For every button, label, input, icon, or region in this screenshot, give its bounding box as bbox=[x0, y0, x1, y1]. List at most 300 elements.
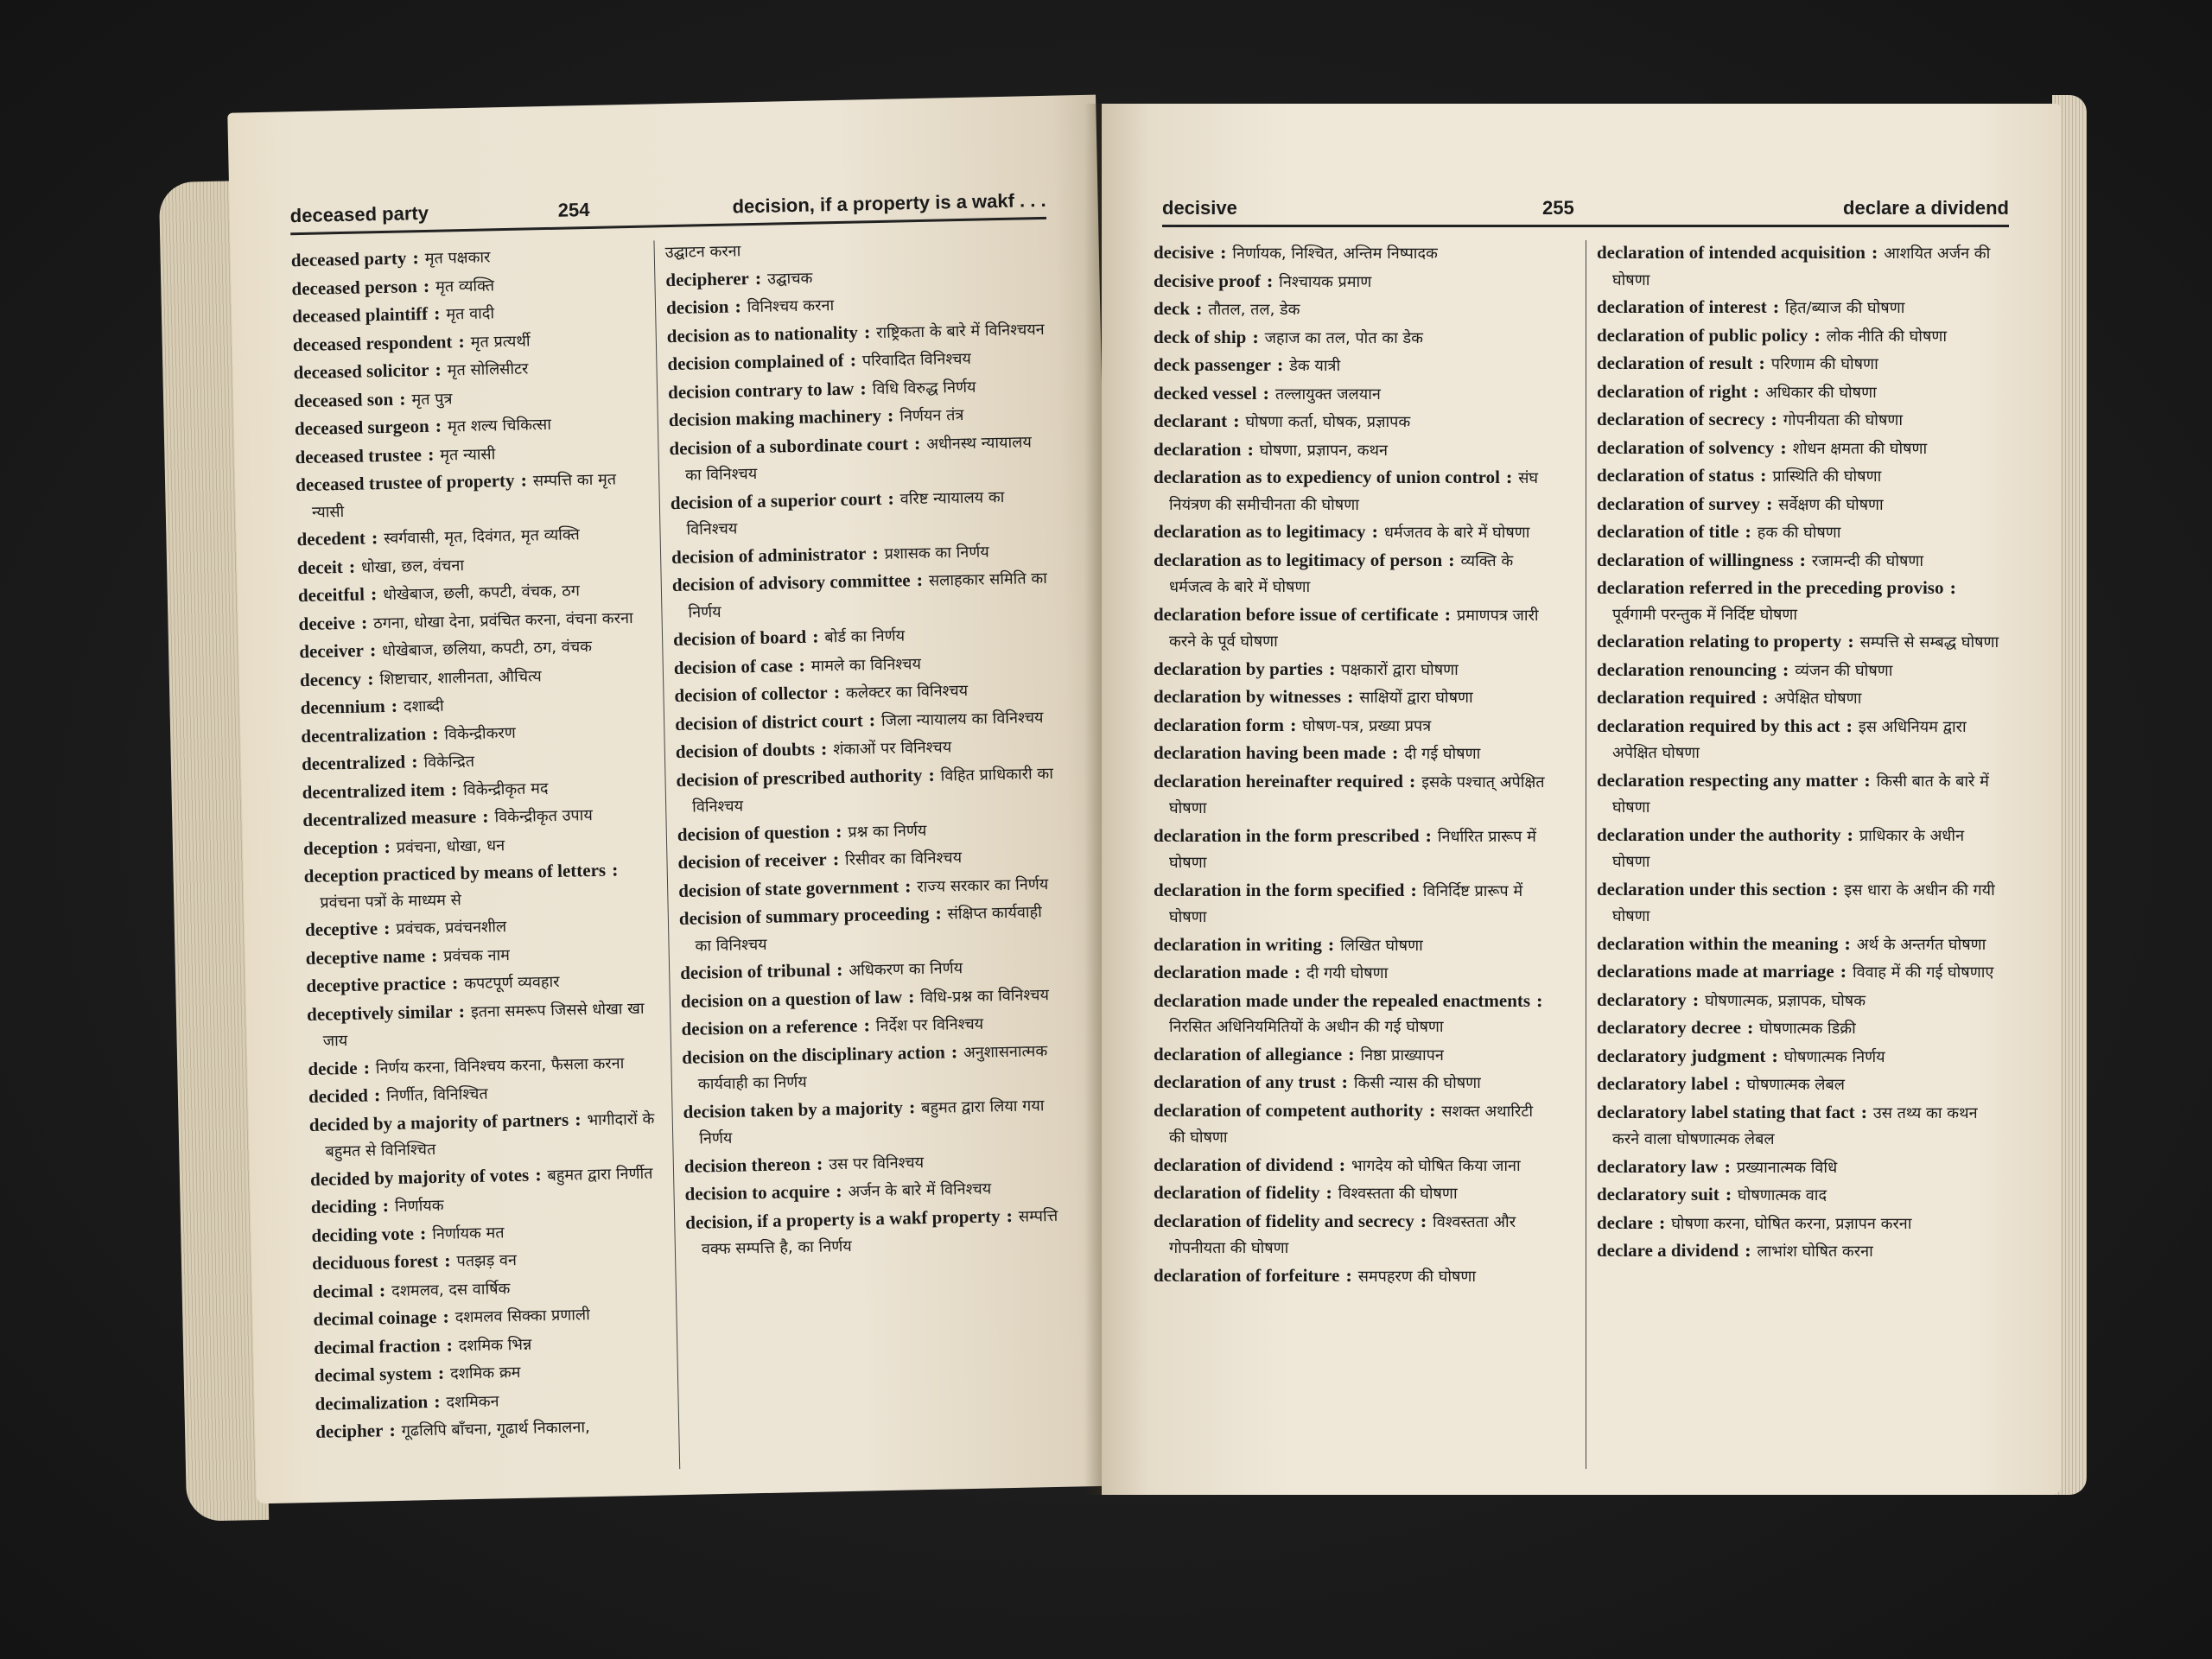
dictionary-entry bbox=[1597, 1100, 2003, 1153]
left-page-header bbox=[289, 174, 1046, 235]
dictionary-entry bbox=[1154, 437, 1551, 464]
dictionary-entry bbox=[1597, 492, 2003, 518]
entry-term: declaration of intended acquisition bbox=[1597, 242, 1866, 263]
entry-term: decision of administrator bbox=[671, 542, 867, 568]
entry-gloss: किसी न्यास की घोषणा bbox=[1353, 1074, 1481, 1092]
entry-separator: : bbox=[342, 556, 362, 577]
dictionary-entry bbox=[307, 995, 653, 1054]
entry-term: declaration required by this act bbox=[1597, 715, 1840, 736]
dictionary-entry bbox=[1154, 465, 1551, 518]
entry-gloss: बोर्ड का निर्णय bbox=[824, 626, 906, 647]
entry-separator: : bbox=[1287, 962, 1307, 982]
entry-separator: : bbox=[1213, 242, 1233, 263]
entry-term: deceptive practice bbox=[306, 972, 447, 997]
entry-separator: : bbox=[475, 805, 495, 827]
entry-separator: : bbox=[528, 1163, 548, 1185]
entry-term: deceiver bbox=[299, 639, 365, 663]
entry-gloss: किसी बात के बारे में घोषणा bbox=[1612, 772, 1989, 817]
entry-gloss: जिला न्यायालय का विनिश्चय bbox=[880, 708, 1044, 730]
dictionary-entry bbox=[1597, 658, 2003, 684]
entry-gloss: उद्घाचक bbox=[766, 269, 813, 289]
entry-term: decided by majority of votes bbox=[309, 1164, 530, 1190]
dictionary-entry bbox=[1597, 931, 2003, 958]
entry-gloss: घोषणात्मक लेबल bbox=[1746, 1076, 1845, 1094]
entry-separator: : bbox=[1738, 1240, 1758, 1261]
entry-separator: : bbox=[1738, 521, 1758, 542]
continued-gloss: उद्घाटन करना bbox=[664, 242, 741, 263]
entry-term: deceased respondent bbox=[292, 330, 453, 355]
entry-separator: : bbox=[1414, 1210, 1433, 1231]
dictionary-entry bbox=[1154, 1180, 1551, 1207]
entry-gloss: गूढलिपि बाँचना, गूढार्थ निकालना, bbox=[401, 1418, 590, 1440]
entry-gloss: पूर्वगामी परन्तुक में निर्दिष्ट घोषणा bbox=[1612, 605, 1798, 624]
entry-gloss: निश्चायक प्रमाण bbox=[1279, 272, 1372, 291]
dictionary-entry bbox=[669, 428, 1050, 488]
entry-gloss: ठगना, धोखा देना, प्रवंचित करना, वंचना करना bbox=[373, 608, 633, 632]
dictionary-entry bbox=[1597, 988, 2003, 1014]
entry-term: decentralized bbox=[301, 751, 406, 775]
entry-separator: : bbox=[1756, 687, 1775, 708]
dictionary-entry bbox=[1597, 463, 2003, 490]
entry-term: deceased surgeon bbox=[294, 415, 429, 440]
entry-separator: : bbox=[830, 958, 849, 981]
entry-separator: : bbox=[1256, 382, 1275, 404]
entry-term: decentralized item bbox=[302, 779, 445, 803]
entry-term: declaration of public policy bbox=[1597, 324, 1808, 346]
entry-separator: : bbox=[1808, 324, 1827, 346]
entry-gloss: निर्णय करना, विनिश्चय करना, फैसला करना bbox=[375, 1053, 625, 1077]
entry-gloss: घोषणा करना, घोषित करना, प्रज्ञापन करना bbox=[1671, 1214, 1912, 1233]
dictionary-entry bbox=[1597, 1044, 2003, 1071]
entry-term: deceased solicitor bbox=[293, 359, 429, 384]
entry-gloss: सम्पत्ति का मृत न्यासी bbox=[311, 470, 617, 522]
entry-term: declaration in the form prescribed bbox=[1154, 824, 1420, 846]
entry-gloss: लिखित घोषणा bbox=[1340, 936, 1423, 955]
entry-gloss: प्रवंचक, प्रवंचनशील bbox=[396, 918, 507, 938]
entry-term: declaration of interest bbox=[1597, 296, 1767, 317]
entry-separator: : bbox=[1284, 714, 1303, 735]
entry-gloss: धोखेबाज, छलिया, कपटी, ठग, वंचक bbox=[382, 638, 593, 661]
entry-term: deceptive name bbox=[305, 944, 426, 969]
entry-term: decision bbox=[665, 296, 729, 319]
entry-separator: : bbox=[728, 296, 747, 317]
dictionary-entry bbox=[1154, 932, 1551, 959]
entry-separator: : bbox=[354, 611, 374, 633]
entry-gloss: निष्ठा प्राख्यापन bbox=[1360, 1046, 1444, 1065]
entry-gloss: विहित प्राधिकारी का विनिश्चय bbox=[691, 764, 1054, 817]
entry-gloss: मृत वादी bbox=[446, 304, 495, 324]
right-page-header bbox=[1162, 181, 2009, 227]
entry-term: deciding bbox=[310, 1195, 377, 1217]
entry-term: deceased person bbox=[291, 275, 417, 299]
dictionary-entry bbox=[1154, 269, 1551, 296]
entry-separator: : bbox=[843, 349, 863, 371]
dictionary-entry bbox=[1154, 769, 1551, 822]
dictionary-entry bbox=[1154, 325, 1551, 352]
entry-gloss: घोषणात्मक डिक्री bbox=[1759, 1020, 1856, 1038]
entry-term: declaration of title bbox=[1597, 521, 1739, 542]
entry-gloss: घोषणा कर्ता, घोषक, प्रज्ञापक bbox=[1245, 413, 1411, 431]
entry-separator: : bbox=[1834, 961, 1853, 982]
entry-separator: : bbox=[826, 848, 846, 870]
entry-gloss: अर्जन के बारे में विनिश्चय bbox=[848, 1179, 992, 1201]
entry-separator: : bbox=[1321, 933, 1341, 955]
entry-separator: : bbox=[1000, 1205, 1020, 1226]
entry-separator: : bbox=[1332, 1154, 1351, 1175]
entry-gloss: शंकाओं पर विनिश्चय bbox=[832, 738, 952, 760]
dictionary-entry bbox=[296, 466, 642, 525]
entry-gloss: विश्वस्तता और गोपनीयता की घोषणा bbox=[1169, 1212, 1516, 1257]
entry-separator: : bbox=[436, 1306, 455, 1327]
entry-separator: : bbox=[1752, 353, 1771, 373]
entry-term: declare a dividend bbox=[1597, 1240, 1739, 1261]
entry-gloss: मृत पक्षकार bbox=[424, 248, 491, 268]
dictionary-entry bbox=[1597, 1015, 2003, 1042]
entry-term: deceit bbox=[297, 556, 344, 578]
entry-separator: : bbox=[1746, 380, 1766, 402]
entry-term: declaration of survey bbox=[1597, 493, 1760, 514]
entry-gloss: घोषणा, प्रज्ञापन, कथन bbox=[1259, 441, 1389, 460]
entry-separator: : bbox=[1776, 658, 1796, 680]
entry-separator: : bbox=[1385, 742, 1405, 763]
entry-separator: : bbox=[452, 1000, 472, 1021]
entry-separator: : bbox=[372, 1279, 392, 1300]
entry-gloss: परिणाम की घोषणा bbox=[1770, 355, 1878, 373]
entry-gloss: अर्थ के अन्तर्गत घोषणा bbox=[1856, 935, 1986, 954]
entry-term: deceased party bbox=[290, 247, 407, 271]
entry-gloss: कलेक्टर का विनिश्चय bbox=[845, 681, 969, 702]
entry-gloss: दशमिक क्रम bbox=[449, 1363, 521, 1383]
entry-term: deciduous forest bbox=[311, 1249, 439, 1274]
entry-gloss: विनिर्दिष्ट प्रारूप में घोषणा bbox=[1169, 881, 1523, 926]
entry-term: declaration under this section bbox=[1597, 878, 1827, 899]
entry-separator: : bbox=[376, 1194, 396, 1217]
entry-gloss: संक्षिप्त कार्यवाही का विनिश्चय bbox=[695, 903, 1042, 956]
entry-term: decedent bbox=[296, 527, 366, 550]
dictionary-entry bbox=[1154, 240, 1551, 267]
entry-term: decision on a question of law bbox=[680, 986, 903, 1012]
entry-gloss: अधिकार की घोषणा bbox=[1765, 383, 1877, 402]
right-page-column-1 bbox=[1154, 240, 1551, 1469]
entry-separator: : bbox=[427, 302, 447, 324]
entry-gloss: इस धारा के अधीन की गयी घोषणा bbox=[1612, 880, 1995, 925]
entry-gloss: इस अधिनियम द्वारा अपेक्षित घोषणा bbox=[1612, 717, 1967, 762]
dictionary-entry bbox=[1597, 823, 2003, 875]
entry-gloss: राज्य सरकार का निर्णय bbox=[917, 874, 1049, 896]
entry-separator: : bbox=[1686, 988, 1706, 1010]
entry-gloss: प्रास्थिति की घोषणा bbox=[1772, 467, 1882, 486]
entry-term: declaration of right bbox=[1597, 380, 1747, 402]
entry-gloss: डेक यात्री bbox=[1289, 357, 1341, 375]
entry-term: deceased trustee of property bbox=[296, 469, 515, 496]
dictionary-entry bbox=[672, 565, 1053, 626]
entry-separator: : bbox=[360, 667, 380, 690]
entry-gloss: इतना समरूप जिससे धोखा खा जाय bbox=[322, 999, 645, 1051]
dictionary-entry bbox=[1597, 629, 2003, 656]
entry-term: declaration of dividend bbox=[1154, 1154, 1333, 1175]
entry-separator: : bbox=[1322, 658, 1342, 679]
entry-term: deck bbox=[1154, 298, 1190, 319]
entry-gloss: पतझड़ वन bbox=[456, 1250, 518, 1271]
entry-term: decentralized measure bbox=[302, 805, 477, 831]
entry-separator: : bbox=[1319, 1182, 1338, 1203]
dictionary-entry bbox=[1154, 823, 1551, 876]
entry-term: decimal bbox=[312, 1279, 374, 1302]
entry-gloss: प्रवंचना पत्रों के माध्यम से bbox=[320, 890, 462, 912]
entry-term: declaration of allegiance bbox=[1154, 1043, 1343, 1065]
entry-gloss: हक की घोषणा bbox=[1757, 524, 1841, 542]
entry-separator: : bbox=[1718, 1155, 1737, 1177]
entry-term: declaration of secrecy bbox=[1597, 409, 1765, 429]
entry-term: declaration of solvency bbox=[1597, 436, 1775, 458]
entry-term: decide bbox=[308, 1057, 358, 1079]
entry-gloss: दशमलव सिक्का प्रणाली bbox=[454, 1306, 591, 1327]
right-running-head: decisive bbox=[1162, 197, 1237, 219]
entry-term: decision taken by a majority bbox=[683, 1096, 904, 1122]
entry-gloss: प्राधिकार के अधीन घोषणा bbox=[1612, 826, 1965, 871]
entry-gloss: अधिकरण का निर्णय bbox=[849, 959, 963, 980]
entry-term: decision on a reference bbox=[681, 1014, 858, 1039]
entry-separator: : bbox=[1865, 242, 1885, 263]
entry-gloss: उस पर विनिश्चय bbox=[829, 1153, 925, 1173]
entry-gloss: निर्णयन तंत्र bbox=[899, 405, 964, 426]
dictionary-entry bbox=[303, 857, 650, 916]
entry-gloss: मृत शल्य चिकित्सा bbox=[447, 415, 552, 436]
entry-separator: : bbox=[880, 404, 900, 426]
entry-separator: : bbox=[377, 917, 397, 939]
entry-separator: : bbox=[1260, 270, 1280, 291]
entry-separator: : bbox=[1404, 879, 1423, 900]
entry-term: decision of receiver bbox=[677, 849, 827, 873]
entry-term: decided bbox=[308, 1084, 369, 1107]
entry-term: decision to acquire bbox=[684, 1180, 830, 1205]
entry-gloss: मृत सोलिसीटर bbox=[447, 359, 529, 380]
dictionary-entry bbox=[1154, 381, 1551, 408]
entry-term: declaration by witnesses bbox=[1154, 686, 1341, 707]
dictionary-entry bbox=[679, 899, 1060, 959]
entry-term: decimalization bbox=[315, 1390, 429, 1414]
entry-separator: : bbox=[944, 1040, 964, 1063]
right-running-head-right: declare a dividend bbox=[1843, 197, 2009, 219]
entry-term: declaration as to legitimacy bbox=[1154, 521, 1366, 542]
entry-term: declaration relating to property bbox=[1597, 631, 1842, 652]
entry-gloss: मृत प्रत्यर्थी bbox=[470, 331, 531, 352]
entry-term: declaratory law bbox=[1597, 1155, 1719, 1177]
entry-separator: : bbox=[444, 778, 464, 800]
entry-term: decision of prescribed authority bbox=[676, 764, 923, 791]
left-running-head: deceased party bbox=[289, 201, 429, 227]
dictionary-entry bbox=[1597, 379, 2003, 406]
dictionary-entry bbox=[1154, 657, 1551, 683]
entry-gloss: सशक्त अथारिटी की घोषणा bbox=[1169, 1102, 1534, 1147]
entry-term: decision, if a property is a wakf property bbox=[684, 1205, 1001, 1233]
entry-term: decimal system bbox=[314, 1363, 432, 1386]
entry-term: decision complained of bbox=[667, 349, 844, 375]
entry-separator: : bbox=[440, 1333, 460, 1356]
entry-separator: : bbox=[421, 443, 441, 465]
entry-gloss: निर्णायक मत bbox=[431, 1223, 505, 1243]
entry-term: decided by a majority of partners bbox=[308, 1109, 569, 1135]
dictionary-entry bbox=[1597, 1154, 2003, 1181]
dictionary-entry bbox=[1597, 1182, 2003, 1209]
entry-term: declaration made bbox=[1154, 962, 1288, 982]
dictionary-entry bbox=[1154, 1070, 1551, 1096]
entry-separator: : bbox=[857, 321, 877, 342]
entry-separator: : bbox=[901, 985, 921, 1007]
entry-term: declaration of any trust bbox=[1154, 1071, 1336, 1092]
dictionary-entry bbox=[308, 1105, 655, 1165]
dictionary-entry bbox=[1597, 1238, 2003, 1265]
entry-term: declaration hereinafter required bbox=[1154, 770, 1403, 791]
dictionary-entry bbox=[1154, 741, 1551, 767]
entry-term: deceased plaintiff bbox=[291, 302, 429, 327]
entry-term: deceased son bbox=[293, 388, 394, 411]
entry-term: deck passenger bbox=[1154, 354, 1271, 375]
entry-gloss: सम्पत्ति वक्फ सम्पत्ति है, का निर्णय bbox=[701, 1206, 1058, 1259]
entry-term: deck of ship bbox=[1154, 326, 1247, 347]
entry-separator: : bbox=[1943, 577, 1956, 598]
entry-gloss: दी गयी घोषणा bbox=[1306, 964, 1389, 982]
entry-gloss: प्रशासक का निर्णय bbox=[884, 542, 989, 563]
entry-separator: : bbox=[363, 639, 383, 661]
entry-separator: : bbox=[1190, 298, 1209, 319]
dictionary-entry bbox=[1154, 988, 1551, 1040]
entry-gloss: मृत न्यासी bbox=[440, 444, 496, 465]
entry-term: declaration of fidelity bbox=[1154, 1182, 1320, 1203]
entry-separator: : bbox=[429, 359, 448, 380]
entry-gloss: विधि-प्रश्न का विनिश्चय bbox=[920, 985, 1050, 1007]
entry-term: decimal coinage bbox=[313, 1306, 437, 1330]
entry-gloss: उस तथ्य का कथन करने वाला घोषणात्मक लेबल bbox=[1612, 1103, 1978, 1148]
entry-term: declaration referred in the preceding proviso bbox=[1597, 577, 1944, 598]
entry-term: decision thereon bbox=[683, 1153, 811, 1177]
entry-term: declaratory label stating that fact bbox=[1597, 1101, 1855, 1122]
entry-term: decency bbox=[299, 668, 362, 690]
entry-term: deception bbox=[302, 836, 378, 859]
entry-gloss: आशयित अर्जन की घोषणा bbox=[1612, 245, 1991, 289]
dictionary-entry bbox=[1154, 409, 1551, 435]
entry-gloss: व्यंजन की घोषणा bbox=[1795, 661, 1893, 680]
dictionary-entry bbox=[685, 1202, 1066, 1262]
entry-separator: : bbox=[857, 1014, 877, 1036]
entry-term: decentralization bbox=[301, 722, 427, 747]
entry-separator: : bbox=[383, 1419, 402, 1441]
entry-separator: : bbox=[810, 1152, 830, 1174]
entry-separator: : bbox=[1438, 603, 1457, 625]
entry-term: decision of doubts bbox=[675, 738, 816, 762]
entry-gloss: मृत व्यक्ति bbox=[435, 276, 495, 296]
entry-separator: : bbox=[805, 626, 825, 647]
entry-term: decision of case bbox=[673, 654, 793, 678]
entry-term: declarations made at marriage bbox=[1597, 961, 1834, 982]
entry-separator: : bbox=[1840, 823, 1859, 845]
entry-gloss: घोषणात्मक वाद bbox=[1738, 1186, 1827, 1205]
entry-gloss: दशमिक भिन्न bbox=[458, 1335, 532, 1355]
entry-separator: : bbox=[862, 709, 882, 730]
entry-gloss: अपेक्षित घोषणा bbox=[1774, 690, 1862, 708]
entry-term: decimal fraction bbox=[313, 1334, 441, 1358]
dictionary-entry bbox=[1154, 1042, 1551, 1069]
entry-gloss: दशमिकन bbox=[446, 1391, 499, 1412]
left-page-column-2 bbox=[653, 232, 1071, 1469]
entry-gloss: स्वर्गवासी, मृत, दिवंगत, मृत व्यक्ति bbox=[384, 525, 580, 549]
entry-separator: : bbox=[748, 267, 768, 289]
entry-gloss: हित/ब्याज की घोषणा bbox=[1785, 299, 1905, 317]
dictionary-entry bbox=[1597, 685, 2003, 712]
entry-term: decision of question bbox=[677, 820, 830, 845]
entry-term: declaration renouncing bbox=[1597, 658, 1777, 680]
entry-separator: : bbox=[1402, 770, 1422, 791]
entry-separator: : bbox=[1241, 438, 1260, 460]
dictionary-entry bbox=[1597, 575, 2003, 627]
entry-gloss: विकेन्द्रीकरण bbox=[444, 723, 517, 744]
entry-separator: : bbox=[413, 1222, 433, 1243]
dictionary-entry bbox=[1597, 877, 2003, 930]
entry-gloss: निर्णायक bbox=[394, 1196, 444, 1216]
entry-separator: : bbox=[404, 751, 424, 772]
entry-gloss: प्रश्न का निर्णय bbox=[848, 821, 927, 842]
entry-term: declaratory judgment bbox=[1597, 1045, 1766, 1066]
dictionary-entry bbox=[683, 1091, 1064, 1152]
entry-gloss: प्रवंचक नाम bbox=[443, 945, 511, 966]
entry-gloss: प्रवंचना, धोखा, धन bbox=[396, 836, 505, 857]
entry-term: deceptive bbox=[304, 918, 378, 941]
entry-term: declaratory label bbox=[1597, 1073, 1729, 1094]
entry-gloss: विकेन्द्रीकृत उपाय bbox=[494, 806, 593, 827]
entry-separator: : bbox=[1335, 1071, 1354, 1092]
entry-separator: : bbox=[1838, 932, 1857, 954]
entry-term: decision of summary proceeding bbox=[678, 902, 930, 929]
dictionary-entry bbox=[1154, 519, 1551, 546]
entry-separator: : bbox=[1766, 296, 1786, 317]
entry-separator: : bbox=[1419, 824, 1438, 846]
entry-term: decisive proof bbox=[1154, 270, 1261, 291]
entry-gloss: धर्मजतव के बारे में घोषणा bbox=[1383, 524, 1530, 542]
entry-term: decision of tribunal bbox=[679, 959, 831, 983]
entry-gloss: मामले का विनिश्चय bbox=[810, 654, 922, 676]
dictionary-entry bbox=[315, 1413, 662, 1446]
entry-gloss: बहुमत द्वारा निर्णीत bbox=[547, 1164, 653, 1185]
entry-gloss: दशमलव, दस वार्षिक bbox=[391, 1279, 511, 1300]
dictionary-entry bbox=[1154, 684, 1551, 711]
left-page-column-1 bbox=[291, 241, 663, 1477]
entry-separator: : bbox=[1765, 1045, 1784, 1066]
entry-separator: : bbox=[1740, 1017, 1760, 1038]
entry-separator: : bbox=[568, 1108, 588, 1130]
entry-gloss: प्रमाणपत्र जारी करने के पूर्व घोषणा bbox=[1169, 606, 1539, 651]
dictionary-entry bbox=[1154, 296, 1551, 323]
entry-term: declaration as to expediency of union control bbox=[1154, 467, 1500, 487]
entry-gloss: तौतल, तल, डेक bbox=[1208, 301, 1300, 319]
entry-gloss: धोखेबाज, छली, कपटी, वंचक, ठग bbox=[383, 582, 581, 605]
dictionary-entry bbox=[671, 482, 1052, 543]
entry-separator: : bbox=[922, 764, 941, 785]
entry-separator: : bbox=[881, 486, 900, 509]
entry-separator: : bbox=[1499, 467, 1519, 487]
entry-gloss: धोखा, छल, वंचना bbox=[360, 556, 465, 577]
entry-gloss: भागदेय को घोषित किया जाना bbox=[1351, 1156, 1521, 1175]
dictionary-entry bbox=[1154, 878, 1551, 931]
entry-separator: : bbox=[1365, 521, 1384, 542]
right-page-number: 255 bbox=[1542, 197, 1574, 219]
entry-gloss: विकेन्द्रीकृत मद bbox=[462, 779, 549, 799]
entry-separator: : bbox=[1764, 409, 1783, 429]
entry-separator: : bbox=[827, 681, 847, 703]
entry-gloss: कपटपूर्ण व्यवहार bbox=[464, 972, 560, 994]
entry-gloss: साक्षियों द्वारा घोषणा bbox=[1359, 689, 1473, 707]
entry-term: declaration respecting any matter bbox=[1597, 769, 1859, 791]
entry-separator: : bbox=[792, 654, 811, 676]
